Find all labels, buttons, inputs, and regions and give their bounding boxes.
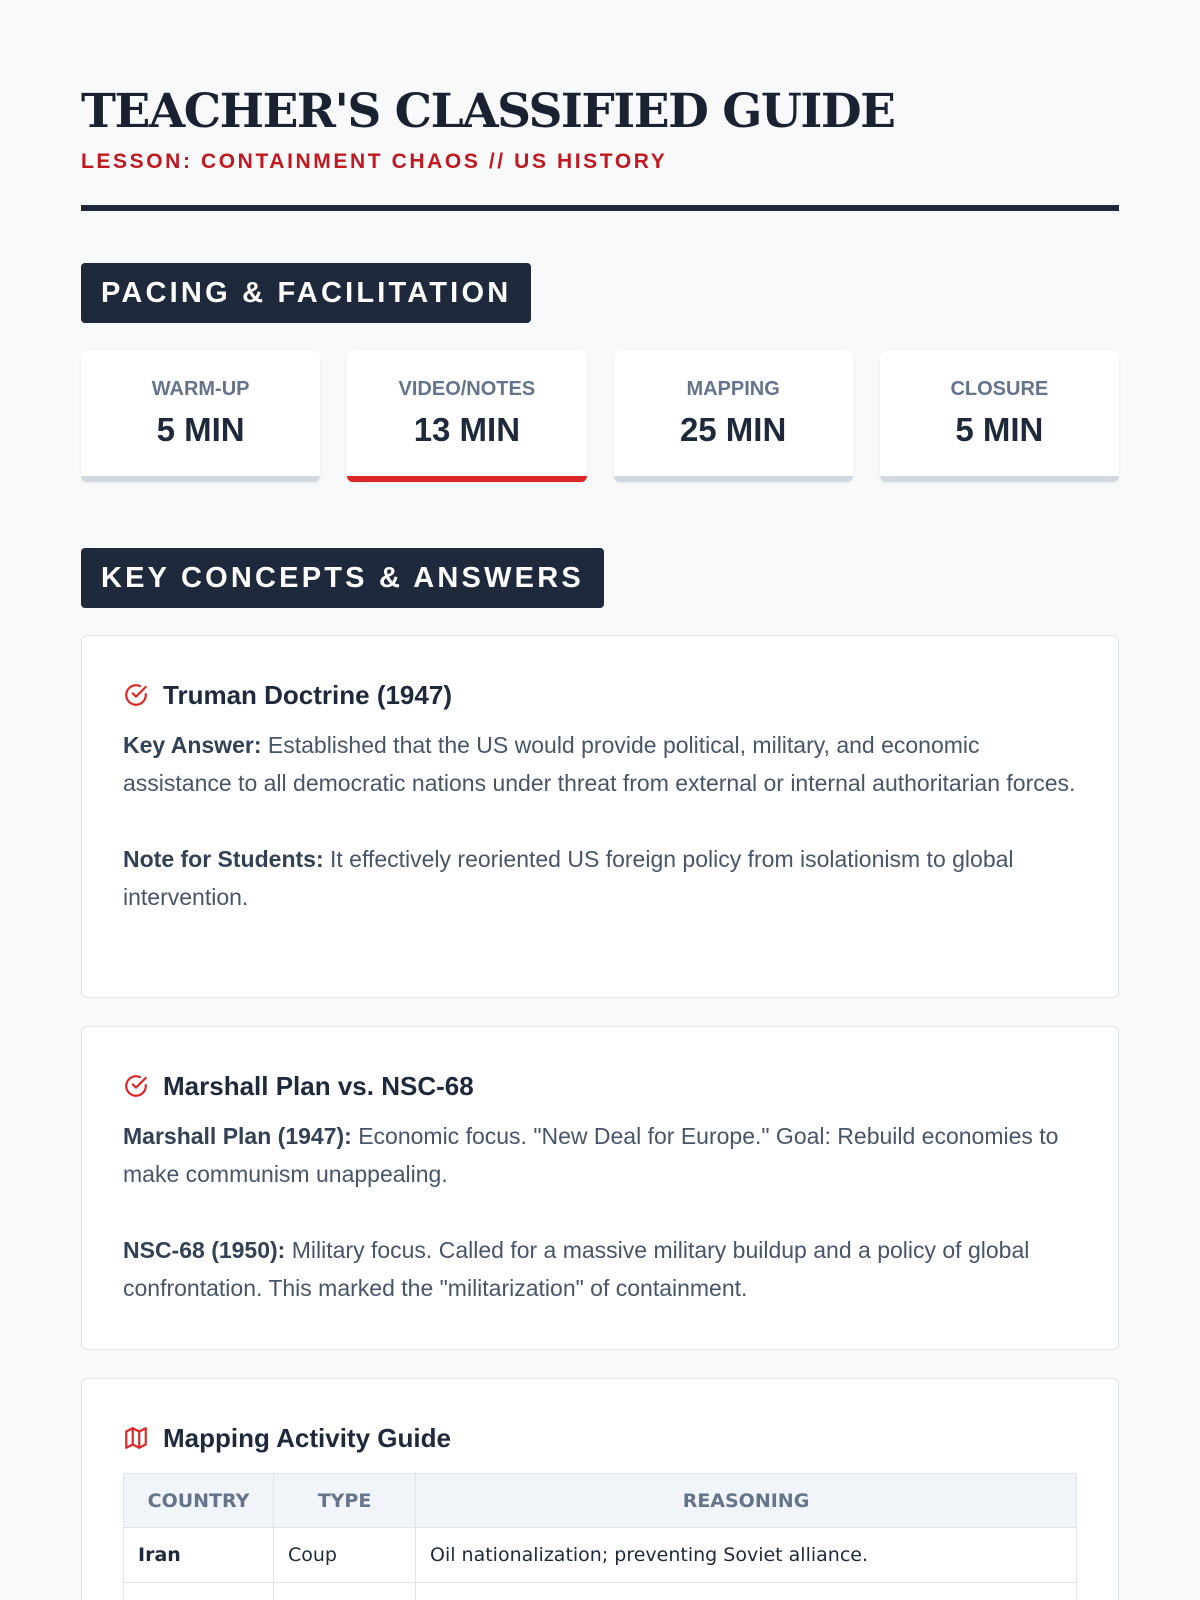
concept-card-truman-doctrine (81, 635, 1119, 998)
concept-title-text: Marshall Plan vs. NSC-68 (163, 1071, 474, 1101)
pacing-duration: 25 MIN (679, 411, 787, 448)
check-circle-icon (123, 682, 149, 708)
pacing-duration: 13 MIN (413, 411, 521, 448)
concept-title-text: Truman Doctrine (1947) (163, 680, 452, 710)
concept-card-marshall-vs-nsc68 (81, 1026, 1119, 1350)
document-header (81, 0, 1119, 211)
concept-body (123, 1117, 1077, 1307)
nsc68-label: NSC-68 (1950): (123, 1237, 286, 1263)
column-header-reasoning: REASONING (416, 1474, 1077, 1528)
mapping-table (123, 1473, 1077, 1600)
page-title: TEACHER'S CLASSIFIED GUIDE (81, 84, 895, 139)
pacing-label: WARM-UP (151, 378, 250, 400)
student-note-text: It effectively reoriented US foreign policy from isolationism to global intervention. (123, 846, 1014, 910)
concept-title (123, 678, 1077, 712)
table-row (124, 1528, 1077, 1583)
cell-reasoning (416, 1583, 1077, 1600)
cell-type: Coup (274, 1528, 416, 1583)
key-answer-text: Established that the US would provide political, military, and economic assistance to all democratic nations under threat from external or internal authoritarian forces. (123, 732, 1076, 796)
marshall-plan-text: Economic focus. "New Deal for Europe." Goal: Rebuild economies to make communism unappealing. (123, 1123, 1059, 1187)
pacing-card-closure (880, 350, 1119, 482)
cell-reasoning: Oil nationalization; preventing Soviet alliance. (416, 1528, 1077, 1583)
map-icon (123, 1425, 149, 1451)
concept-title (123, 1069, 1077, 1103)
cell-type (274, 1583, 416, 1600)
section-heading-pacing: PACING & FACILITATION (81, 263, 531, 323)
student-note-paragraph (123, 840, 1077, 916)
pacing-duration: 5 MIN (955, 411, 1044, 448)
pacing-label: MAPPING (686, 378, 780, 400)
marshall-plan-paragraph (123, 1117, 1077, 1193)
cell-country (124, 1583, 274, 1600)
section-heading-concepts: KEY CONCEPTS & ANSWERS (81, 548, 604, 608)
check-circle-icon (123, 1073, 149, 1099)
marshall-plan-label: Marshall Plan (1947): (123, 1123, 352, 1149)
mapping-activity-card (81, 1378, 1119, 1600)
table-header-row (124, 1474, 1077, 1528)
pacing-cards (81, 350, 1119, 482)
student-note-label: Note for Students: (123, 846, 324, 872)
cell-country: Iran (124, 1528, 274, 1583)
pacing-card-warm-up (81, 350, 320, 482)
column-header-type: TYPE (274, 1474, 416, 1528)
table-row (124, 1583, 1077, 1600)
mapping-title-text: Mapping Activity Guide (163, 1423, 451, 1453)
mapping-title (123, 1421, 1077, 1455)
concept-body (123, 726, 1077, 916)
pacing-card-mapping (614, 350, 853, 482)
nsc68-paragraph (123, 1231, 1077, 1307)
pacing-card-video-notes (347, 350, 586, 482)
pacing-duration: 5 MIN (156, 411, 245, 448)
pacing-label: CLOSURE (950, 378, 1049, 400)
column-header-country: COUNTRY (124, 1474, 274, 1528)
lesson-subtitle: LESSON: CONTAINMENT CHAOS // US HISTORY (81, 150, 668, 173)
key-answer-label: Key Answer: (123, 732, 262, 758)
key-answer-paragraph (123, 726, 1077, 802)
header-divider (81, 205, 1119, 211)
pacing-label: VIDEO/NOTES (398, 378, 536, 400)
nsc68-text: Military focus. Called for a massive military buildup and a policy of global confrontation. This marked the "militarization" of containment. (123, 1237, 1030, 1301)
